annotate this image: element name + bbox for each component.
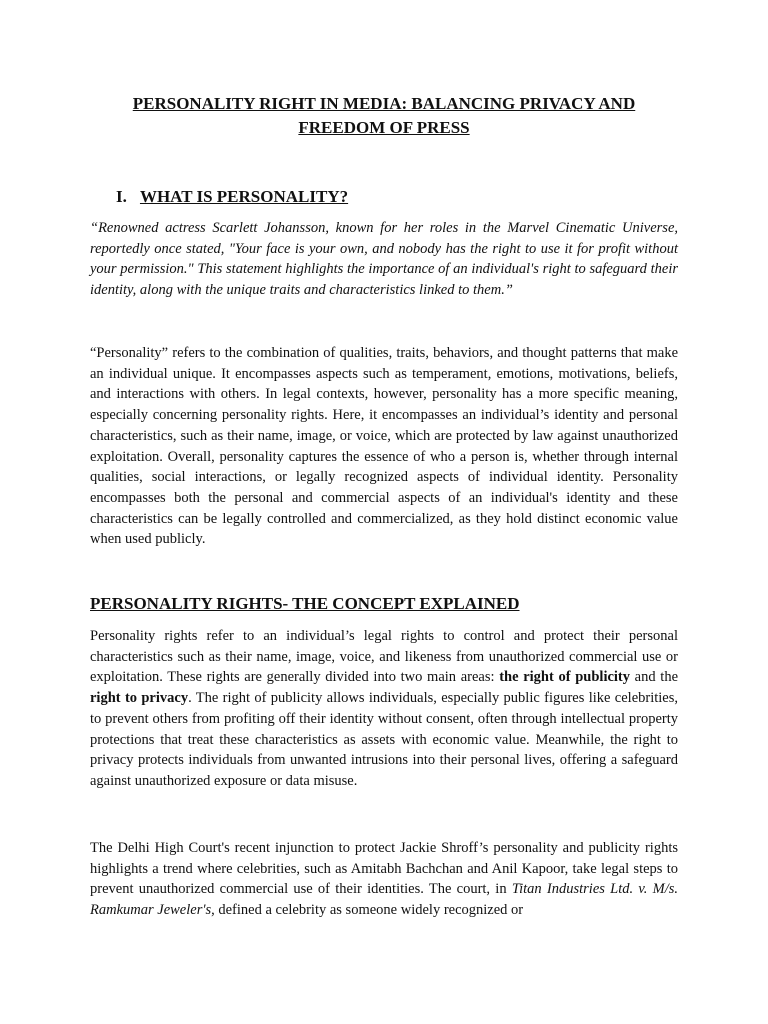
section-heading-text: WHAT IS PERSONALITY? xyxy=(139,187,349,206)
paragraph-text: . The right of publicity allows individuals, especially public figures like celebrities, to prevent others from profiting off their identity without consent, often through intellectual property protections that treat these characteristics as assets with economic value. Meanwhile, the right to privacy protects individuals from unwanted intrusions into their personal lives, offering a safeguard against unauthorized exposure or data misuse. xyxy=(90,690,678,789)
bold-term-right-to-privacy: right to privacy xyxy=(90,690,189,707)
paragraph-text: , defined a celebrity as someone widely recognized or xyxy=(211,902,524,919)
document-title: PERSONALITY RIGHT IN MEDIA: BALANCING PRIVACY AND FREEDOM OF PRESS xyxy=(132,94,636,137)
section-heading-personality-rights: PERSONALITY RIGHTS- THE CONCEPT EXPLAINED xyxy=(90,594,520,613)
paragraph-text: Personality rights refer to an individual’s legal rights to control and protect their personal characteristics such as their name, image, voice, and likeness from unauthorized commercial use or exploitation. These rights are generally divided into two main areas: xyxy=(90,628,678,686)
case-citation: Titan Industries Ltd. v. M/s. Ramkumar Jeweler's xyxy=(90,881,678,919)
personality-definition-paragraph: “Personality” refers to the combination of qualities, traits, behaviors, and thought patterns that make an individual unique. It encompasses aspects such as temperament, emotions, motivations, beliefs, and interactions with others. In legal contexts, however, personality has a more specific meaning, especially concerning personality rights. Here, it encompasses an individual’s identity and personal characteristics, such as their name, image, or voice, which are protected by law against unauthorized exploitation. Overall, personality captures the essence of who a person is, whether through internal qualities, social interactions, or legally recognized aspects of individual identity. Personality encompasses both the personal and commercial aspects of an individual's identity and these characteristics can be legally controlled and commercialized, as they hold distinct economic value when used publicly. xyxy=(90,345,678,548)
bold-term-right-of-publicity: the right of publicity xyxy=(499,669,631,686)
paragraph-text: and the xyxy=(630,669,678,686)
personality-rights-paragraph xyxy=(90,626,678,792)
quote-paragraph: “Renowned actress Scarlett Johansson, known for her roles in the Marvel Cinematic Universe, reportedly once stated, "Your face is your own, and nobody has the right to use it for profit without your permission." This statement highlights the importance of an individual's right to safeguard their identity, along with the unique traits and characteristics linked to them.” xyxy=(90,220,678,299)
section-number: I. xyxy=(116,187,127,206)
section-heading-what-is-personality xyxy=(116,185,348,209)
delhi-high-court-paragraph xyxy=(90,838,678,921)
paragraph-text: The Delhi High Court's recent injunction to protect Jackie Shroff’s personality and publicity rights highlights a trend where celebrities, such as Amitabh Bachchan and Anil Kapoor, take legal steps to prevent unauthorized commercial use of their identities. The court, in xyxy=(90,840,678,898)
